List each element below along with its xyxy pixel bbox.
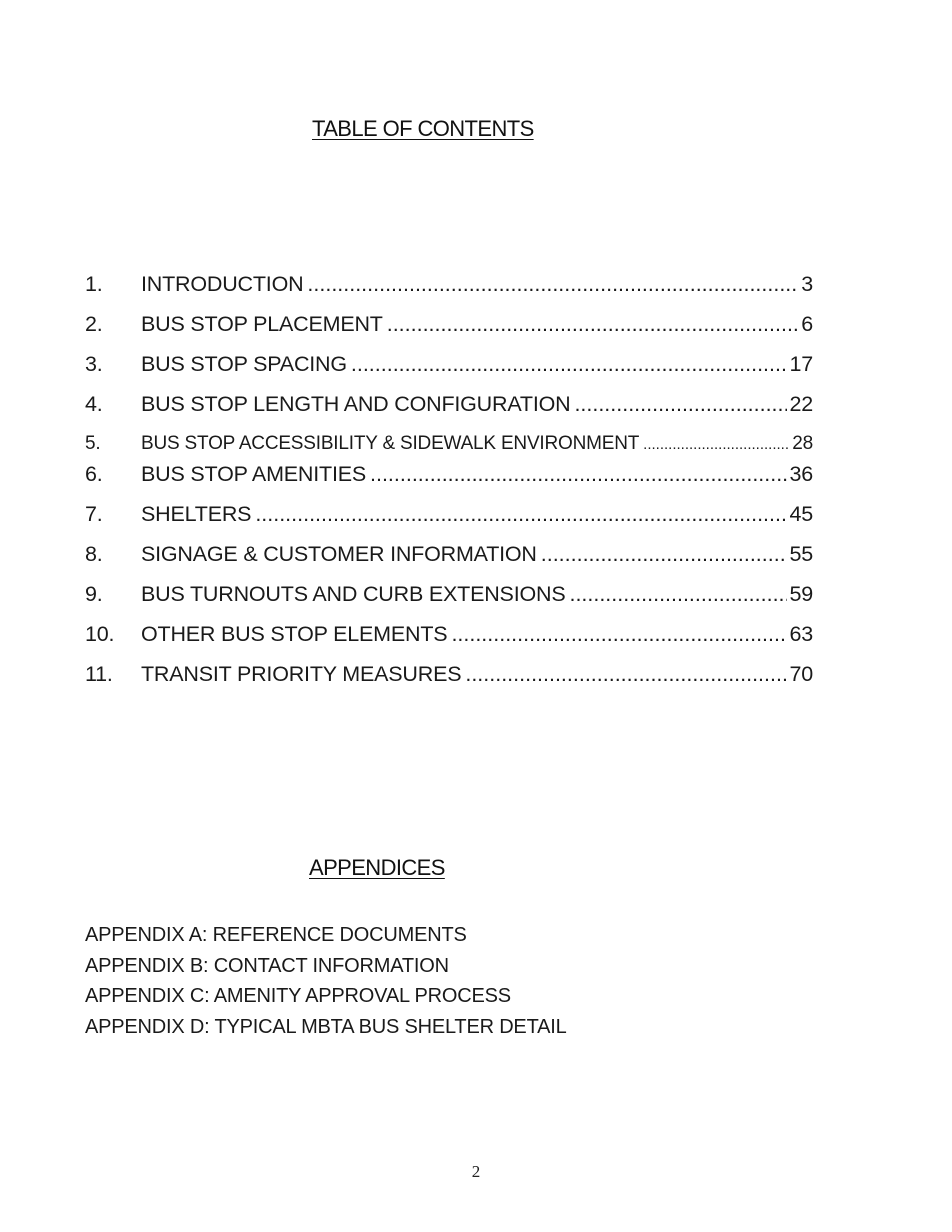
appendix-item[interactable]: APPENDIX C: AMENITY APPROVAL PROCESS xyxy=(85,985,511,1007)
toc-entry-page: 22 xyxy=(789,392,813,416)
toc-entry-page: 45 xyxy=(789,502,813,526)
toc-entry-number: 8. xyxy=(85,542,103,566)
toc-entry-page: 55 xyxy=(789,542,813,566)
toc-entry[interactable] xyxy=(85,310,813,338)
toc-entry[interactable] xyxy=(85,390,813,418)
toc-entry-page: 28 xyxy=(792,433,813,454)
toc-entry[interactable] xyxy=(85,500,813,528)
toc-entry[interactable] xyxy=(85,270,813,298)
toc-entry-label: BUS STOP AMENITIES xyxy=(141,462,367,486)
appendix-item[interactable]: APPENDIX A: REFERENCE DOCUMENTS xyxy=(85,924,467,946)
appendix-list xyxy=(85,920,567,1042)
toc-entry-number: 2. xyxy=(85,312,103,336)
toc-entry-number: 11. xyxy=(85,662,113,686)
toc-entry-page: 59 xyxy=(789,582,813,606)
toc-entry-label: BUS STOP PLACEMENT xyxy=(141,312,383,336)
toc-entry-page: 17 xyxy=(789,352,813,376)
toc-entry-number: 7. xyxy=(85,502,103,526)
toc-entry-page: 3 xyxy=(801,272,813,296)
toc-entry-label: BUS STOP LENGTH AND CONFIGURATION xyxy=(141,392,571,416)
toc-dot-leader xyxy=(387,310,800,338)
toc-entry-page: 63 xyxy=(789,622,813,646)
toc-entry[interactable] xyxy=(85,430,813,459)
toc-dot-leader xyxy=(569,580,787,608)
page-number: 2 xyxy=(471,1162,481,1181)
toc-entry-number: 1. xyxy=(85,272,103,296)
toc-entry-page: 6 xyxy=(801,312,813,336)
toc-dot-leader xyxy=(255,500,787,528)
toc-dot-leader xyxy=(465,660,787,688)
toc-entry-number: 10. xyxy=(85,622,115,646)
appendix-item[interactable]: APPENDIX D: TYPICAL MBTA BUS SHELTER DETAIL xyxy=(85,1015,567,1038)
toc-entry[interactable] xyxy=(85,350,813,378)
toc-entry-label: OTHER BUS STOP ELEMENTS xyxy=(141,622,448,646)
toc-entry[interactable] xyxy=(85,540,813,568)
toc-dot-leader xyxy=(451,620,787,648)
toc-entry[interactable] xyxy=(85,660,813,688)
toc-entry-number: 5. xyxy=(85,433,101,454)
toc-entry-label: SHELTERS xyxy=(141,502,252,526)
toc-dot-leader xyxy=(351,350,788,378)
toc-entry-label: INTRODUCTION xyxy=(141,272,304,296)
toc-dot-leader xyxy=(574,390,787,418)
toc-entry-number: 3. xyxy=(85,352,103,376)
toc-dot-leader xyxy=(370,460,787,488)
toc-dot-leader xyxy=(643,431,790,459)
toc-entry-number: 6. xyxy=(85,462,103,486)
toc-entry-number: 4. xyxy=(85,392,103,416)
toc-entry-label: BUS STOP SPACING xyxy=(141,352,347,376)
toc-entry[interactable] xyxy=(85,580,813,608)
toc-entry-number: 9. xyxy=(85,582,103,606)
toc-entry-label: BUS TURNOUTS AND CURB EXTENSIONS xyxy=(141,582,566,606)
toc-entry[interactable] xyxy=(85,620,813,648)
toc-entry-page: 36 xyxy=(789,462,813,486)
toc-entry-label: TRANSIT PRIORITY MEASURES xyxy=(141,662,462,686)
toc-title: TABLE OF CONTENTS xyxy=(312,116,534,141)
appendices-title: APPENDICES xyxy=(309,855,445,880)
toc-dot-leader xyxy=(307,270,799,298)
toc-entry[interactable] xyxy=(85,460,813,488)
toc-dot-leader xyxy=(541,540,788,568)
toc-entry-label: BUS STOP ACCESSIBILITY & SIDEWALK ENVIRONMENT xyxy=(141,433,640,454)
toc-entry-label: SIGNAGE & CUSTOMER INFORMATION xyxy=(141,542,537,566)
toc-entry-page: 70 xyxy=(789,662,813,686)
appendix-item[interactable]: APPENDIX B: CONTACT INFORMATION xyxy=(85,954,449,977)
